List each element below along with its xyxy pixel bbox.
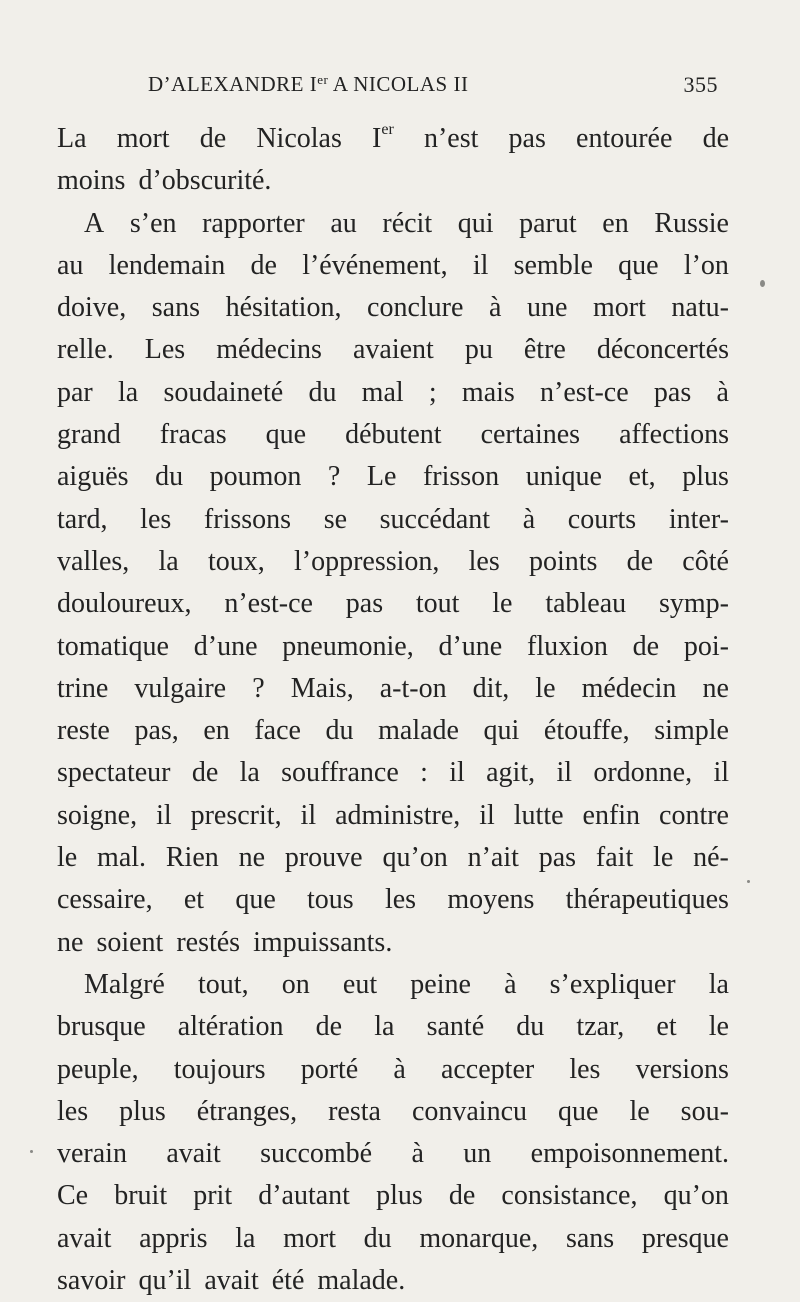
text-line: tomatique d’une pneumonie, d’une fluxion de poi- [57, 630, 729, 662]
text-line: au lendemain de l’événement, il semble que l’on [57, 249, 729, 281]
text-line: trine vulgaire ? Mais, a-t-on dit, le médecin ne [57, 672, 729, 704]
paper-speck [760, 280, 765, 287]
running-head-title-sup: er [317, 72, 329, 87]
text-line: par la soudaineté du mal ; mais n’est-ce pas à [57, 376, 729, 408]
text-line: soigne, il prescrit, il administre, il lutte enfin contre [57, 799, 729, 831]
text-line: La mort de Nicolas Ier n’est pas entourée de [57, 121, 729, 154]
running-head-title-post: A NICOLAS II [328, 72, 469, 96]
text-line: Ce bruit prit d’autant plus de consistance, qu’on [57, 1180, 729, 1212]
text-line: A s’en rapporter au récit qui parut en Russie [84, 207, 729, 239]
text-line: les plus étranges, resta convaincu que le sou- [57, 1095, 729, 1127]
text-line: valles, la toux, l’oppression, les points de côté [57, 545, 729, 577]
text-line: cessaire, et que tous les moyens thérapeutiques [57, 884, 729, 916]
text-line: avait appris la mort du monarque, sans presque [57, 1222, 729, 1254]
text-line: reste pas, en face du malade qui étouffe, simple [57, 715, 729, 747]
page-number: 355 [683, 72, 718, 97]
text-line: tard, les frissons se succédant à courts inter- [57, 503, 729, 535]
text-line: verain avait succombé à un empoisonnement. [57, 1138, 729, 1170]
text-line: aiguës du poumon ? Le frisson unique et, plus [57, 461, 729, 493]
text-line: douloureux, n’est-ce pas tout le tableau symp- [57, 588, 729, 620]
text-line: peuple, toujours porté à accepter les versions [57, 1053, 729, 1085]
body-text [57, 118, 729, 1302]
paragraph [57, 964, 729, 1302]
text-line: relle. Les médecins avaient pu être déconcertés [57, 334, 729, 366]
text-line: Malgré tout, on eut peine à s’expliquer la [84, 968, 729, 1000]
paper-speck [747, 880, 750, 883]
text-line: savoir qu’il avait été malade. [57, 1265, 406, 1297]
running-head-title-pre: D’ALEXANDRE I [148, 72, 318, 96]
text-line: ne soient restés impuissants. [57, 926, 393, 958]
paragraph [57, 203, 729, 964]
paragraph [57, 118, 729, 203]
running-head-title [148, 72, 468, 97]
text-line: le mal. Rien ne prouve qu’on n’ait pas fait le né- [57, 842, 729, 874]
running-head [148, 72, 718, 102]
text-line: brusque altération de la santé du tzar, et le [57, 1011, 729, 1043]
paper-speck [30, 1150, 33, 1153]
text-line: grand fracas que débutent certaines affections [57, 419, 729, 451]
text-line: spectateur de la souffrance : il agit, il ordonne, il [57, 757, 729, 789]
text-line: doive, sans hésitation, conclure à une mort natu- [57, 292, 729, 324]
text-line: moins d’obscurité. [57, 165, 272, 197]
